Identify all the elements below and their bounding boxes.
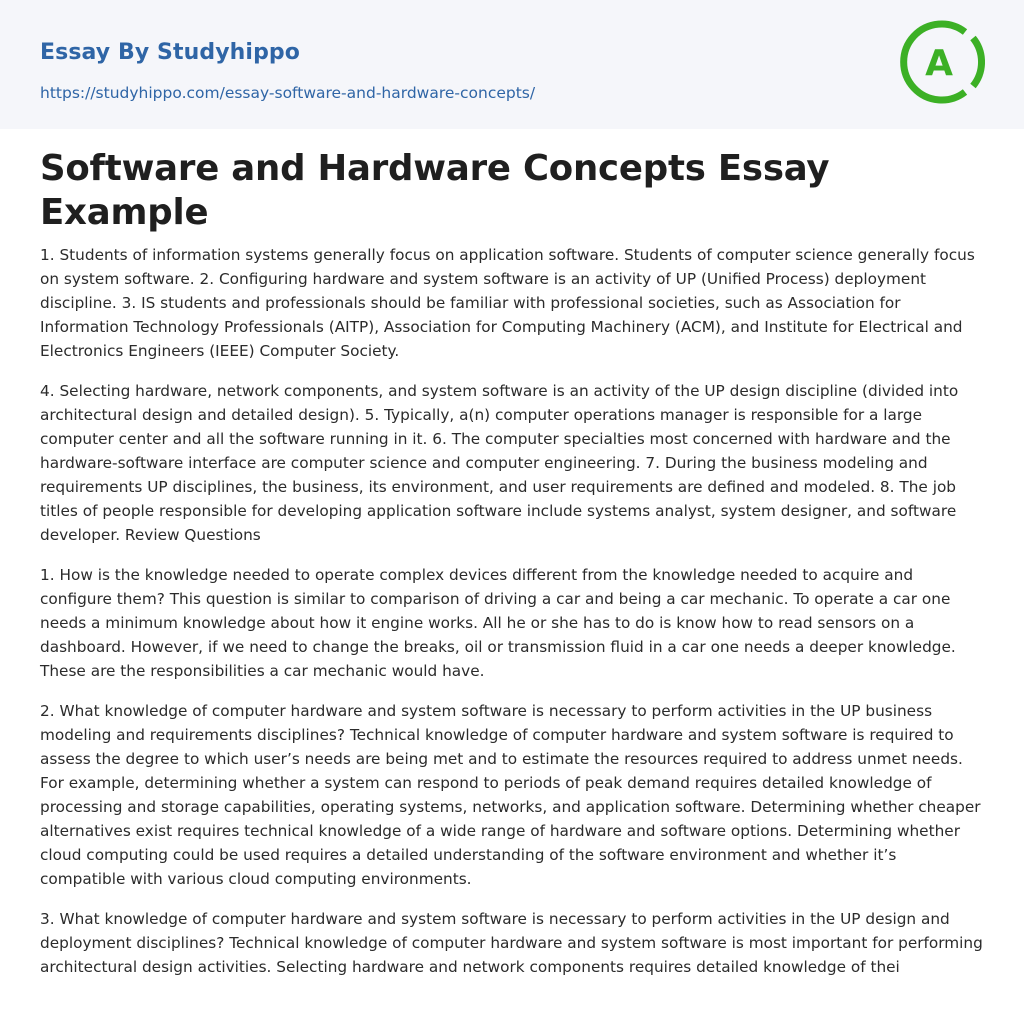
- studyhippo-logo-icon[interactable]: [893, 18, 985, 106]
- logo-letter: A: [925, 43, 953, 84]
- article-paragraph-2: 4. Selecting hardware, network components, and system software is an activity of the UP design discipline (divided into architectural design and detailed design). 5. Typically, a(n) computer operations manager is responsible for a large computer center and all the software running in it. 6. The computer specialties most concerned with hardware and the hardware-software interface are computer science and computer engineering. 7. During the business modeling and requirements UP disciplines, the business, its environment, and user requirements are defined and modeled. 8. The job titles of people responsible for developing application software include systems analyst, system designer, and software developer. Review Questions: [40, 382, 959, 544]
- article-paragraph-4: 2. What knowledge of computer hardware and system software is necessary to perform activities in the UP business modeling and requirements disciplines? Technical knowledge of computer hardware and system software is required to assess the degree to which user’s needs are being met and to estimate the resources required to address unmet needs. For example, determining whether a system can respond to periods of peak demand requires detailed knowledge of processing and storage capabilities, operating systems, networks, and application software. Determining whether cheaper alternatives exist requires technical knowledge of a wide range of hardware and software options. Determining whether cloud computing could be used requires a detailed understanding of the software environment and whether it’s compatible with various cloud computing environments.: [40, 702, 981, 888]
- page-title: Software and Hardware Concepts Essay Example: [40, 148, 830, 233]
- article-paragraph-1: 1. Students of information systems generally focus on application software. Students of computer science generally focus on system software. 2. Configuring hardware and system software is an activity of UP (Unified Process) deployment discipline. 3. IS students and professionals should be familiar with professional societies, such as Association for Information Technology Professionals (AITP), Association for Computing Machinery (ACM), and Institute for Electrical and Electronics Engineers (IEEE) Computer Society.: [40, 246, 975, 360]
- site-name[interactable]: Essay By Studyhippo: [40, 40, 300, 65]
- article-paragraph-3: 1. How is the knowledge needed to operate complex devices different from the knowledge needed to acquire and configure them? This question is similar to comparison of driving a car and being a car mechanic. To operate a car one needs a minimum knowledge about how it engine works. All he or she has to do is know how to read sensors on a dashboard. However, if we need to change the breaks, oil or transmission fluid in a car one needs a deeper knowledge. These are the responsibilities a car mechanic would have.: [40, 566, 956, 680]
- article-paragraph-5: 3. What knowledge of computer hardware and system software is necessary to perform activities in the UP design and deployment disciplines? Technical knowledge of computer hardware and system software is most important for performing architectural design activities. Selecting hardware and network components requires detailed knowledge of thei: [40, 910, 983, 976]
- site-header: [0, 0, 1024, 129]
- source-url-link[interactable]: https://studyhippo.com/essay-software-and-hardware-concepts/: [40, 84, 536, 102]
- article: [0, 129, 1024, 979]
